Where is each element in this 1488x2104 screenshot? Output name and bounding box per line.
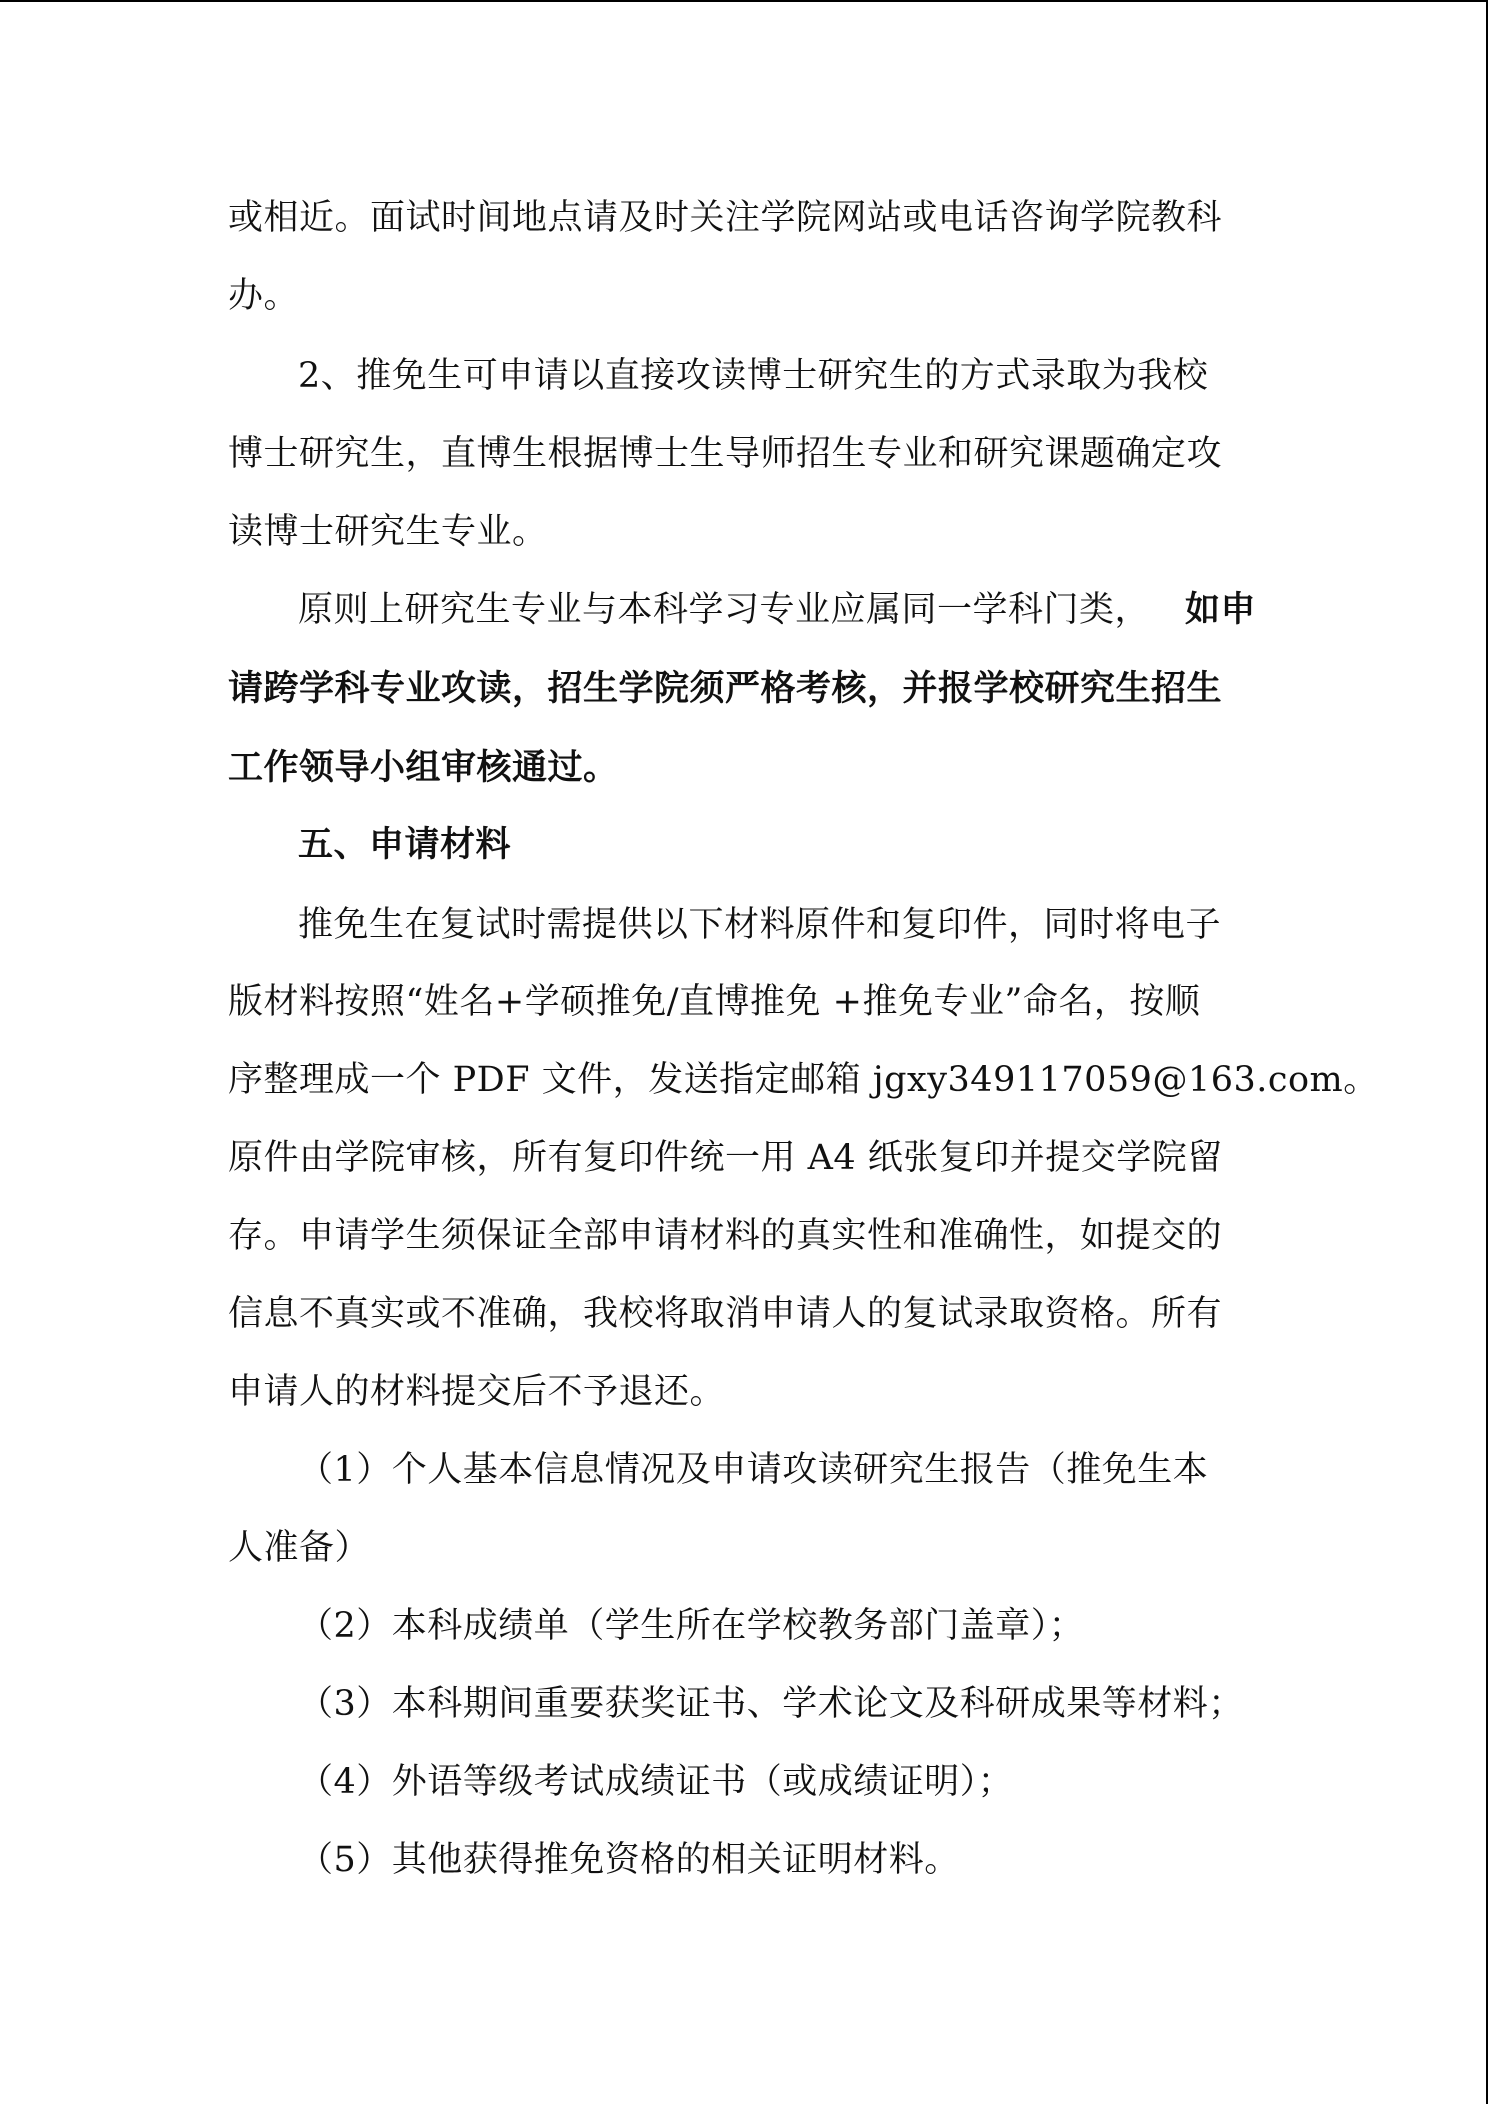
- paragraph-line: 博士研究生，直博生根据博士生导师招生专业和研究课题确定攻: [228, 434, 1223, 474]
- bold-paragraph-line: 工作领导小组审核通过。: [228, 748, 619, 788]
- paragraph-line: 推免生在复试时需提供以下材料原件和复印件，同时将电子: [298, 905, 1222, 945]
- paragraph-line: 存。申请学生须保证全部申请材料的真实性和准确性，如提交的: [228, 1216, 1223, 1256]
- paragraph-line: 原件由学院审核，所有复印件统一用 A4 纸张复印并提交学院留: [228, 1138, 1223, 1178]
- paragraph-line: 或相近。面试时间地点请及时关注学院网站或电话咨询学院教科: [228, 198, 1223, 238]
- paragraph-line: 序整理成一个 PDF 文件，发送指定邮箱 jgxy349117059@163.com。: [228, 1060, 1379, 1100]
- list-item-continued: 人准备）: [228, 1528, 371, 1568]
- paragraph-line: 信息不真实或不准确，我校将取消申请人的复试录取资格。所有: [228, 1294, 1223, 1334]
- bold-paragraph-line: 如申: [1185, 590, 1257, 630]
- paragraph-line: 申请人的材料提交后不予退还。: [228, 1372, 726, 1412]
- paragraph-line: 读博士研究生专业。: [228, 512, 548, 552]
- bold-paragraph-line: 请跨学科专业攻读，招生学院须严格考核，并报学校研究生招生: [228, 669, 1223, 709]
- list-item: （3）本科期间重要获奖证书、学术论文及科研成果等材料；: [298, 1684, 1244, 1724]
- paragraph-line: 办。: [228, 276, 300, 316]
- list-item: （4）外语等级考试成绩证书（或成绩证明）；: [298, 1762, 1014, 1802]
- list-item: （1）个人基本信息情况及申请攻读研究生报告（推免生本: [298, 1450, 1209, 1490]
- list-item: （5）其他获得推免资格的相关证明材料。: [298, 1840, 960, 1880]
- paragraph-line: 原则上研究生专业与本科学习专业应属同一学科门类，: [298, 590, 1151, 630]
- paragraph-line: 版材料按照“姓名+学硕推免/直博推免 +推免专业”命名，按顺: [228, 982, 1201, 1022]
- list-item: （2）本科成绩单（学生所在学校教务部门盖章）；: [298, 1606, 1085, 1646]
- page-top-border: [0, 0, 1488, 2]
- section-heading: 五、申请材料: [298, 825, 512, 865]
- paragraph-line: 2、推免生可申请以直接攻读博士研究生的方式录取为我校: [298, 356, 1209, 396]
